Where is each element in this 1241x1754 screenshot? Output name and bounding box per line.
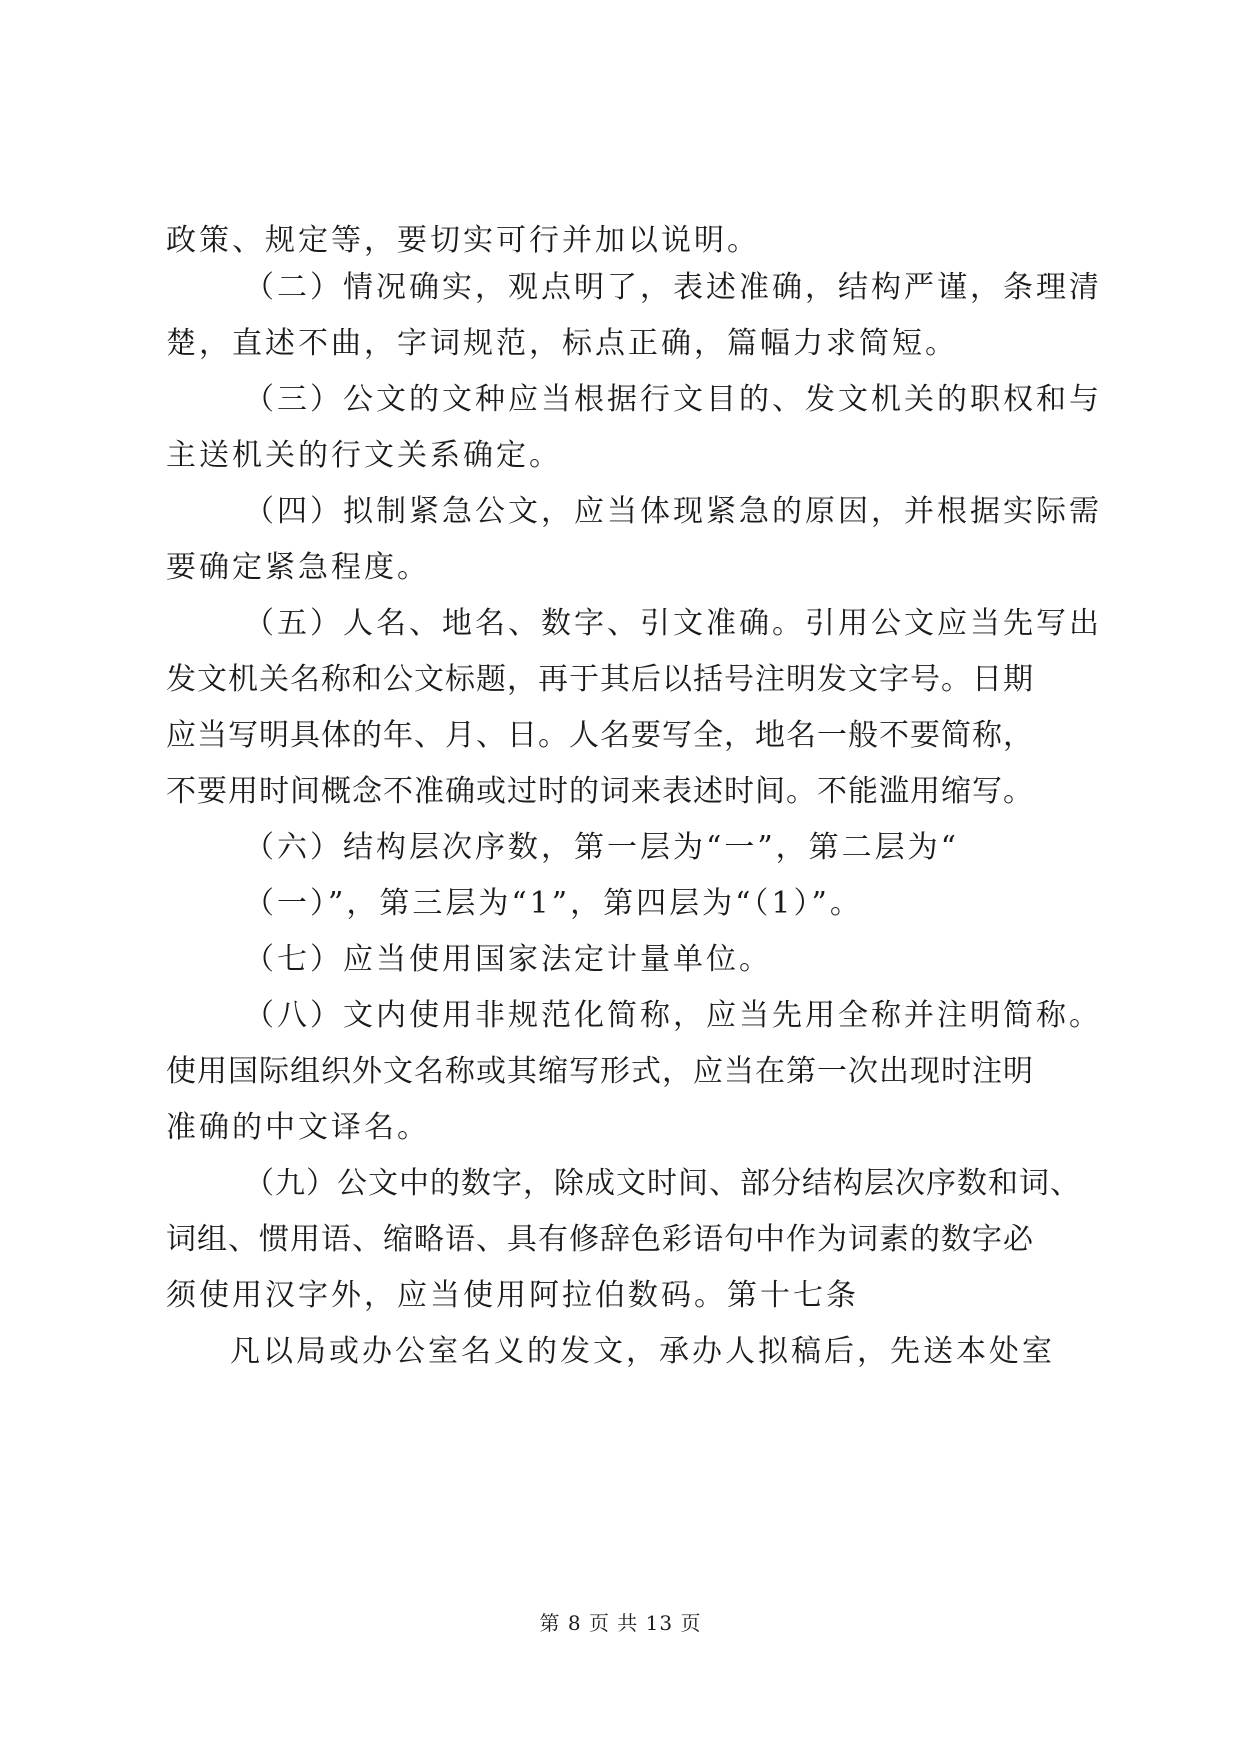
text-line-3: 楚，直述不曲，字词规范，标点正确，篇幅力求简短。 <box>166 326 958 361</box>
text-line-7: 要确定紧急程度。 <box>166 550 430 585</box>
page-footer: 第 8 页 共 13 页 <box>539 1611 702 1635</box>
text-line-11: 不要用时间概念不准确或过时的词来表述时间。不能滥用缩写。 <box>166 774 1034 809</box>
text-line-12: （六）结构层次序数，第一层为“一”，第二层为“ <box>244 830 960 865</box>
text-line-4: （三）公文的文种应当根据行文目的、发文机关的职权和与 <box>244 382 1102 417</box>
text-line-16: 使用国际组织外文名称或其缩写形式，应当在第一次出现时注明 <box>166 1054 1034 1089</box>
text-line-13: （一）”，第三层为“1”，第四层为“（1）”。 <box>244 886 863 921</box>
text-line-17: 准确的中文译名。 <box>166 1110 430 1145</box>
text-line-14: （七）应当使用国家法定计量单位。 <box>244 942 772 977</box>
text-line-8: （五）人名、地名、数字、引文准确。引用公文应当先写出 <box>244 606 1102 641</box>
text-line-18: （九）公文中的数字，除成文时间、部分结构层次序数和词、 <box>244 1166 1081 1201</box>
text-line-19: 词组、惯用语、缩略语、具有修辞色彩语句中作为词素的数字必 <box>166 1222 1034 1257</box>
text-line-2: （二）情况确实，观点明了，表述准确，结构严谨，条理清 <box>244 270 1102 305</box>
text-line-10: 应当写明具体的年、月、日。人名要写全，地名一般不要简称， <box>166 718 1034 753</box>
text-line-20: 须使用汉字外，应当使用阿拉伯数码。第十七条 <box>166 1278 859 1313</box>
text-line-5: 主送机关的行文关系确定。 <box>166 438 562 473</box>
text-line-1: 政策、规定等，要切实可行并加以说明。 <box>166 223 760 258</box>
text-line-9: 发文机关名称和公文标题，再于其后以括号注明发文字号。日期 <box>166 662 1034 697</box>
text-line-15: （八）文内使用非规范化简称，应当先用全称并注明简称。 <box>244 998 1102 1033</box>
text-line-21: 凡以局或办公室名义的发文，承办人拟稿后，先送本处室 <box>230 1334 1055 1369</box>
text-line-6: （四）拟制紧急公文，应当体现紧急的原因，并根据实际需 <box>244 494 1102 529</box>
